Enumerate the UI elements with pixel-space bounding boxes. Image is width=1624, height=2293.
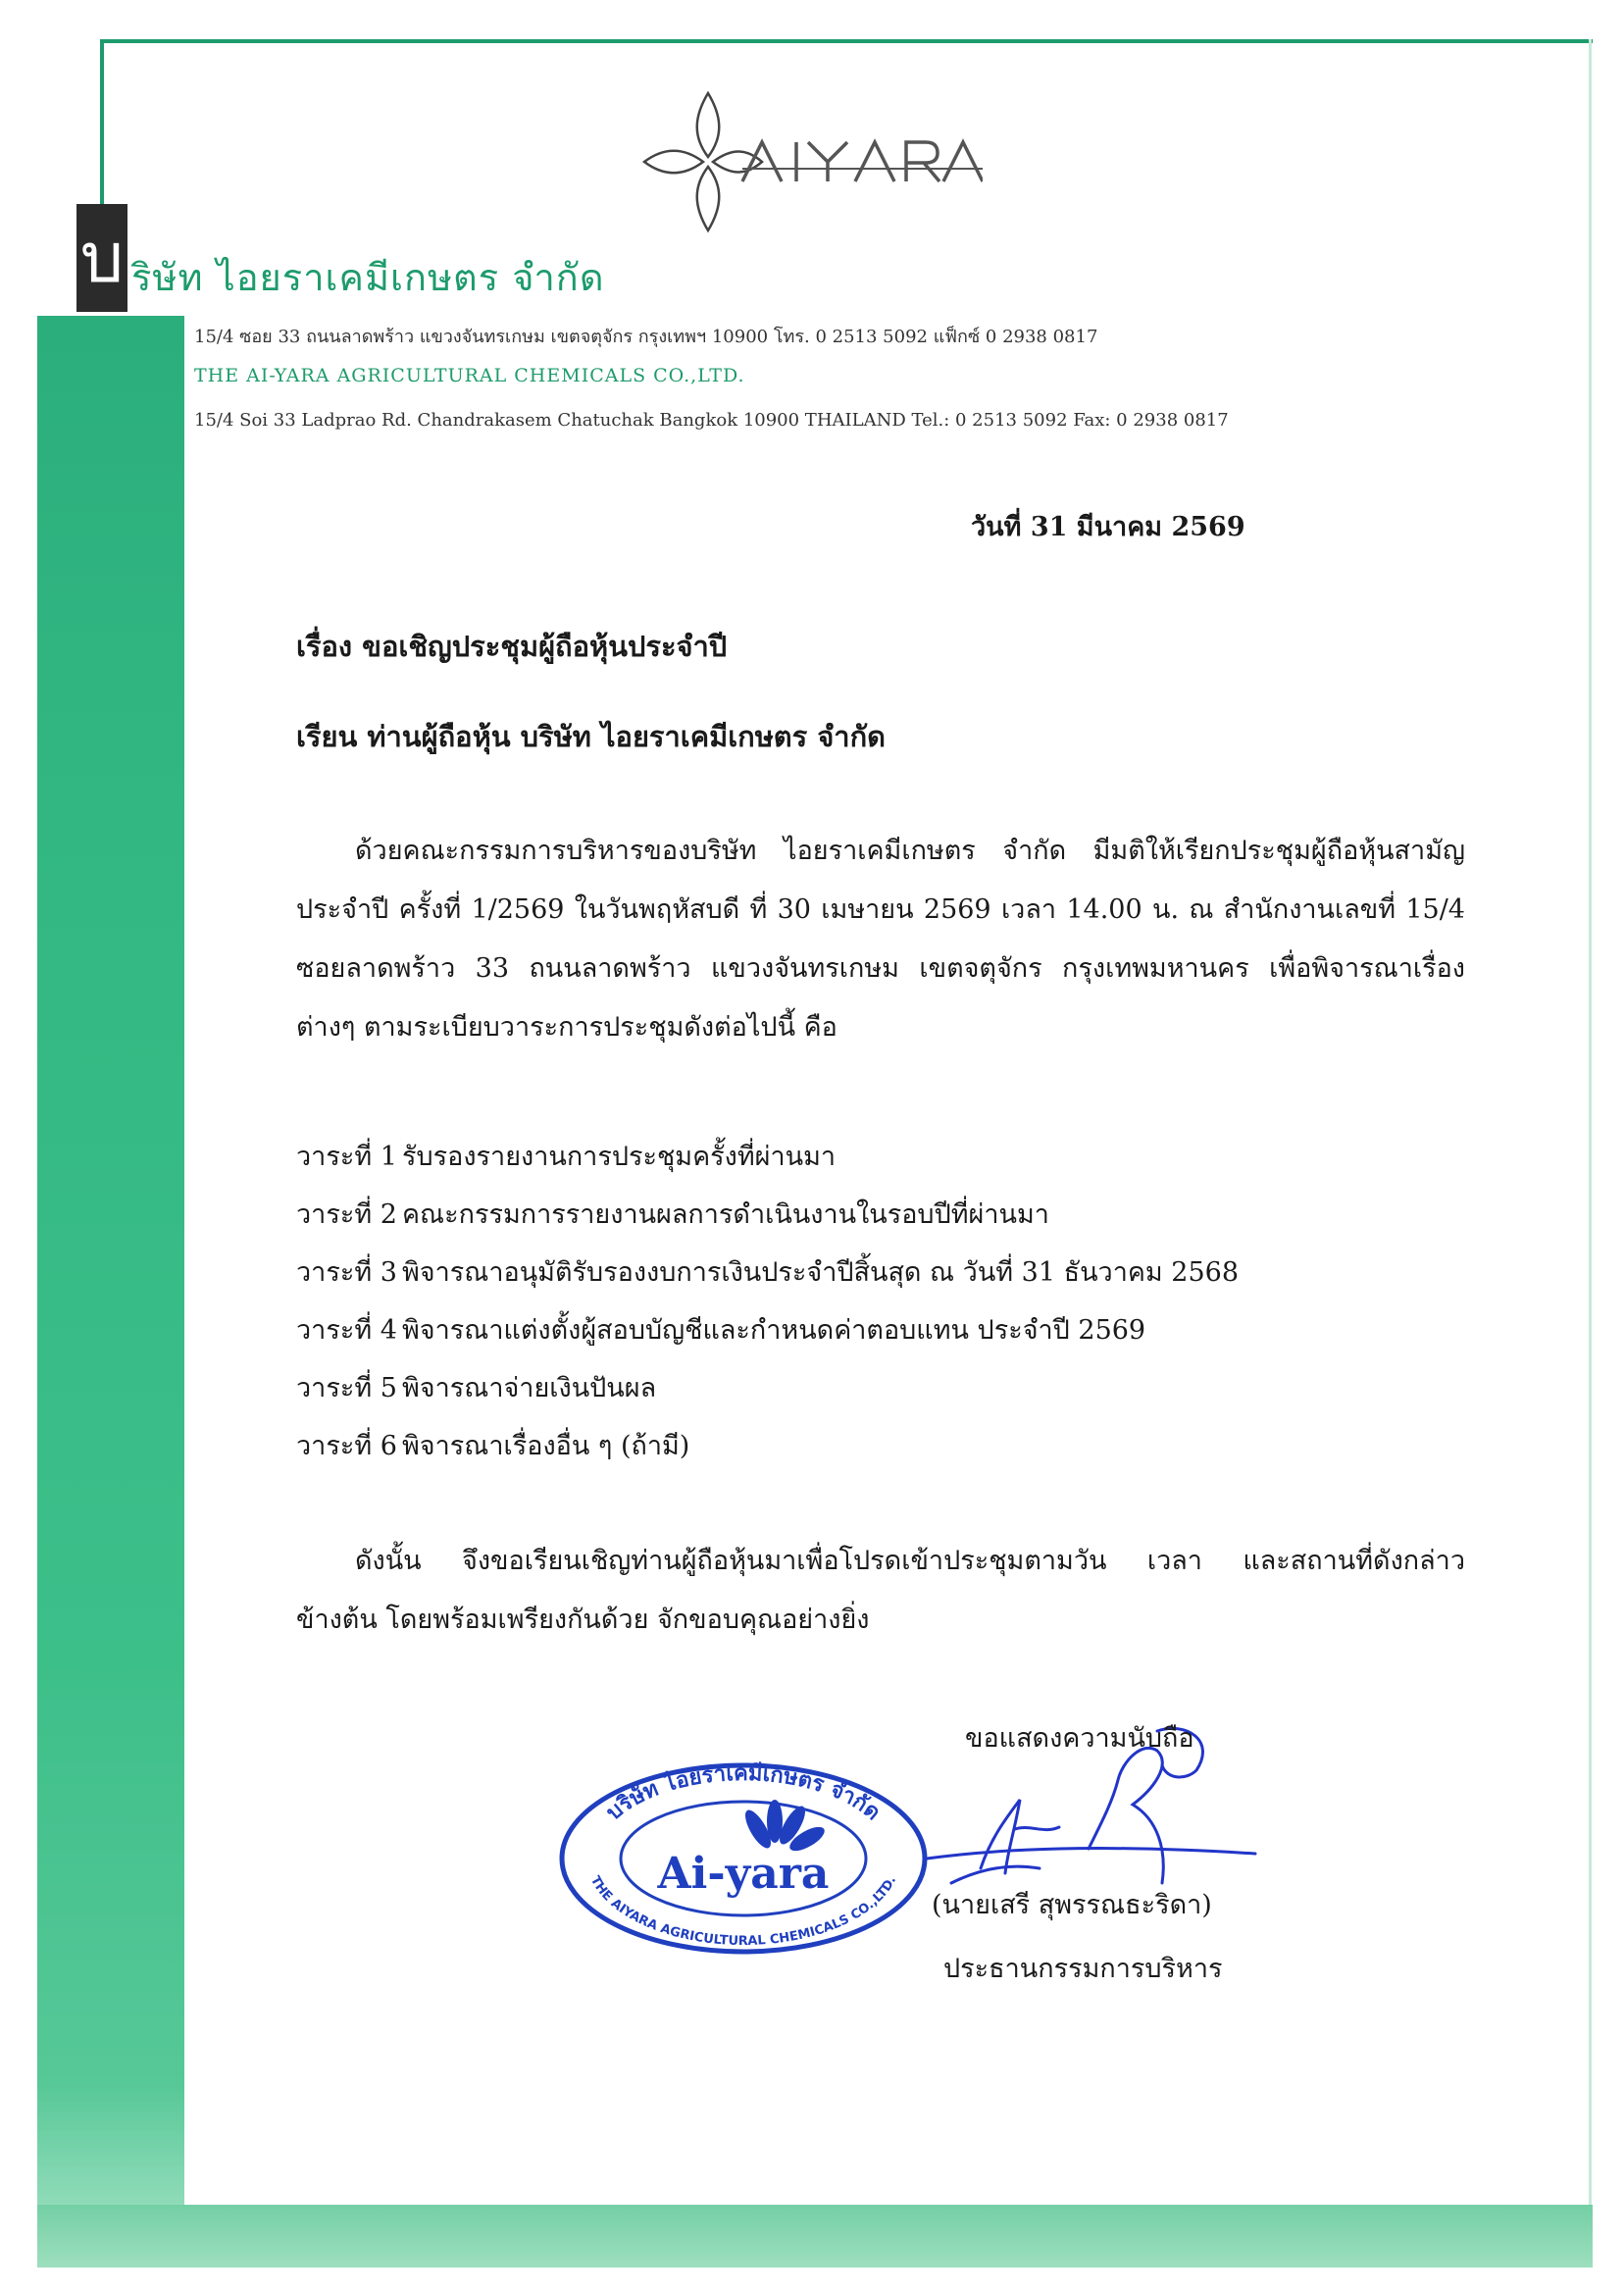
agenda-text: รับรองรายงานการประชุมครั้งที่ผ่านมา xyxy=(402,1142,837,1172)
intro-line: ด้วยคณะกรรมการบริหารของบริษัท ไอยราเคมีเกษตร จำกัด มีมติให้เรียกประชุมผู้ถือหุ้นสามัญ xyxy=(355,836,1465,866)
closing-text: ขอแสดงความนับถือ xyxy=(965,1723,1194,1754)
conclusion-line: ดังนั้น จึงขอเรียนเชิญท่านผู้ถือหุ้นมาเพื่อโปรดเข้าประชุมตามวัน เวลา และสถานที่ดังกล่าว xyxy=(355,1546,1465,1576)
agenda-item xyxy=(296,1359,1375,1417)
signer-name: (นายเสรี สุพรรณธะริดา) xyxy=(932,1890,1212,1920)
seal-top-text: บริษัท ไอยราเคมีเกษตร จำกัด xyxy=(601,1760,886,1826)
agenda-text: คณะกรรมการรายงานผลการดำเนินงานในรอบปีที่ผ่านมา xyxy=(402,1199,1049,1230)
company-name-th: ริษัท ไอยราเคมีเกษตร จำกัด xyxy=(131,256,605,299)
intro-paragraph xyxy=(296,822,1465,1057)
intro-line: ประจำปี ครั้งที่ 1/2569 ในวันพฤหัสบดี ที่ 30 เมษายน 2569 เวลา 14.00 น. ณ สำนักงานเลขที่ 15/4 xyxy=(296,894,1465,925)
logo-petal-left xyxy=(644,151,703,174)
intro-line: ต่างๆ ตามระเบียบวาระการประชุมดังต่อไปนี้ คือ xyxy=(296,1012,837,1043)
address-en: 15/4 Soi 33 Ladprao Rd. Chandrakasem Chatuchak Bangkok 10900 THAILAND Tel.: 0 2513 5092 Fax: 0 2938 0817 xyxy=(194,410,1229,431)
intro-line: ซอยลาดพร้าว 33 ถนนลาดพร้าว แขวงจันทรเกษม เขตจตุจักร กรุงเทพมหานคร เพื่อพิจารณาเรื่อง xyxy=(296,953,1465,984)
agenda-item xyxy=(296,1244,1375,1301)
agenda-item xyxy=(296,1417,1375,1475)
letter-date: วันที่ 31 มีนาคม 2569 xyxy=(971,512,1245,542)
signer-title: ประธานกรรมการบริหาร xyxy=(943,1954,1223,1984)
agenda-number: วาระที่ 2 xyxy=(296,1199,397,1230)
letter-subject: เรื่อง ขอเชิญประชุมผู้ถือหุ้นประจำปี xyxy=(296,630,728,663)
seal-center-text: Ai-yara xyxy=(657,1849,830,1899)
seal-bottom-text: THE AIYARA AGRICULTURAL CHEMICALS CO.,LTD. xyxy=(586,1873,900,1950)
conclusion-paragraph xyxy=(296,1532,1465,1650)
agenda-number: วาระที่ 5 xyxy=(296,1373,397,1403)
agenda-number: วาระที่ 4 xyxy=(296,1315,397,1346)
agenda-item xyxy=(296,1128,1375,1186)
agenda-text: พิจารณาแต่งตั้งผู้สอบบัญชีและกำหนดค่าตอบแทน ประจำปี 2569 xyxy=(402,1315,1146,1346)
agenda-text: พิจารณาเรื่องอื่น ๆ (ถ้ามี) xyxy=(402,1431,690,1461)
agenda-item xyxy=(296,1301,1375,1359)
address-th: 15/4 ซอย 33 ถนนลาดพร้าว แขวงจันทรเกษม เขตจตุจักร กรุงเทพฯ 10900 โทร. 0 2513 5092 แฟ็กซ์ 0 2938 0817 xyxy=(194,327,1098,347)
logo-petal-top xyxy=(697,93,720,157)
agenda-item xyxy=(296,1186,1375,1244)
agenda-number: วาระที่ 3 xyxy=(296,1257,397,1288)
frame-left-line xyxy=(100,39,104,206)
letterhead-initial xyxy=(76,204,127,312)
frame-left-band xyxy=(37,316,184,2238)
company-seal xyxy=(557,1760,930,1957)
letter-recipient: เรียน ท่านผู้ถือหุ้น บริษัท ไอยราเคมีเกษตร จำกัด xyxy=(296,720,886,753)
svg-text:บริษัท ไอยราเคมีเกษตร จำกัด xyxy=(602,1761,886,1825)
conclusion-line: ข้างต้น โดยพร้อมเพรียงกันด้วย จักขอบคุณอย่างยิ่ง xyxy=(296,1605,870,1635)
frame-top-line xyxy=(100,39,1593,43)
letterhead-initial-char: บ xyxy=(79,218,125,298)
frame-bottom-band xyxy=(37,2205,1593,2268)
logo-petal-bottom xyxy=(697,167,720,230)
frame-band-cap xyxy=(37,316,184,324)
agenda-number: วาระที่ 1 xyxy=(296,1142,397,1172)
agenda-text: พิจารณาอนุมัติรับรองงบการเงินประจำปีสิ้นสุด ณ วันที่ 31 ธันวาคม 2568 xyxy=(402,1257,1240,1288)
agenda-text: พิจารณาจ่ายเงินปันผล xyxy=(402,1373,657,1403)
aiyara-logo xyxy=(639,88,983,235)
company-name-en: THE AI-YARA AGRICULTURAL CHEMICALS CO.,LTD. xyxy=(194,365,745,386)
agenda-list xyxy=(296,1128,1375,1475)
frame-right-line xyxy=(1589,39,1592,2268)
agenda-number: วาระที่ 6 xyxy=(296,1431,397,1461)
